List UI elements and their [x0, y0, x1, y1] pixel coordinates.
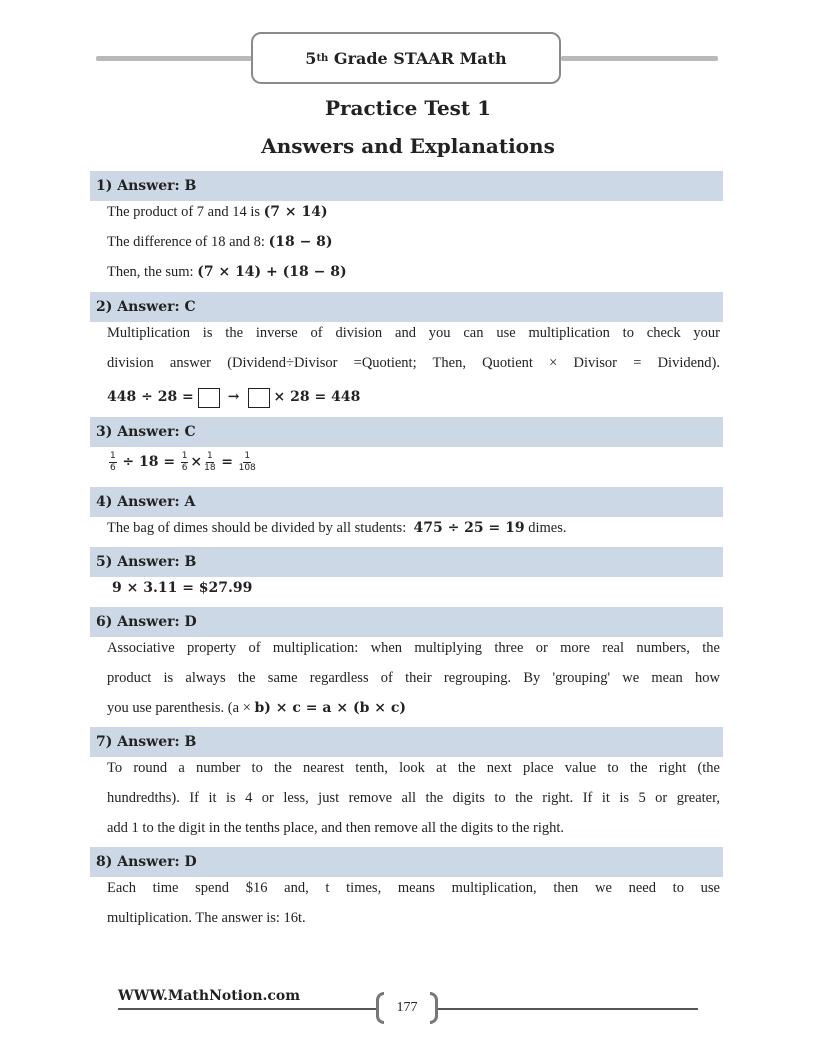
- q6-l3-math: b) × c = a × (b × c): [254, 700, 406, 716]
- header-text: Grade STAAR Math: [328, 48, 507, 68]
- q7-line-1: To round a number to the nearest tenth, look at the next place value to the right (the: [107, 760, 720, 776]
- answer-header-8: 8) Answer: D: [90, 847, 723, 877]
- header-rule-left: [96, 56, 252, 61]
- footer-rule-left: [118, 1008, 378, 1010]
- q3-line-1: [107, 447, 720, 477]
- right-bracket-icon: [430, 992, 438, 1024]
- answer-header-1: 1) Answer: B: [90, 171, 723, 201]
- fraction-2: $\frac{1}{6}$: [181, 451, 188, 474]
- q2-line-2: division answer (Dividend÷Divisor =Quotient; Then, Quotient × Divisor = Dividend).: [107, 355, 720, 371]
- q3-op: ÷ 18 =: [122, 454, 176, 470]
- q2-line-1: Multiplication is the inverse of division and you can use multiplication to check your: [107, 325, 720, 341]
- q3-times: ×: [190, 454, 203, 470]
- q1-l1-text: The product of 7 and 14 is: [107, 204, 264, 220]
- footer-rule-right: [438, 1008, 698, 1010]
- q4-math: 475 ÷ 25 = 19: [413, 520, 525, 536]
- q2-arrow: →: [227, 389, 240, 405]
- q4-line-1: [107, 513, 720, 543]
- header-box: [251, 32, 561, 84]
- answer-header-4: 4) Answer: A: [90, 487, 723, 517]
- answer-box-2: [248, 388, 270, 408]
- q2-math-left: 448 ÷ 28 =: [107, 389, 194, 405]
- q8-line-2: multiplication. The answer is: 16t.: [107, 910, 306, 926]
- header-grade-sup: th: [316, 52, 329, 64]
- q1-line-2: [107, 227, 720, 257]
- q6-line-1: Associative property of multiplication: when multiplying three or more real numbers, the: [107, 640, 720, 656]
- q8-line-1: Each time spend $16 and, t times, means multiplication, then we need to use: [107, 880, 720, 896]
- fraction-3: $\frac{1}{18}$: [204, 451, 216, 474]
- q1-l2-math: (18 − 8): [268, 234, 333, 250]
- left-bracket-icon: [376, 992, 384, 1024]
- q3-eq: =: [221, 454, 233, 470]
- q5-math: 9 × 3.11 = $27.99: [112, 580, 253, 596]
- q1-l1-math: (7 × 14): [263, 204, 328, 220]
- page-number: [376, 992, 438, 1026]
- page-subtitle: Answers and Explanations: [261, 134, 555, 158]
- q7-line-2: hundredths). If it is 4 or less, just remove all the digits to the right. If it is 5 or greater,: [107, 790, 720, 806]
- page-number-text: 177: [396, 1000, 418, 1015]
- answer-box-1: [198, 388, 220, 408]
- q6-line-3: [107, 693, 720, 723]
- answer-header-3: 3) Answer: C: [90, 417, 723, 447]
- page-title: Practice Test 1: [324, 96, 492, 120]
- answer-header-6: 6) Answer: D: [90, 607, 723, 637]
- q4-text: The bag of dimes should be divided by all students:: [107, 520, 414, 536]
- answer-header-2: 2) Answer: C: [90, 292, 723, 322]
- header-rule-right: [561, 56, 718, 61]
- q1-line-1: [107, 197, 720, 227]
- q5-line-1: [112, 573, 725, 603]
- q1-l3-text: Then, the sum:: [107, 264, 198, 280]
- fraction-1: $\frac{1}{6}$: [110, 451, 116, 474]
- footer-website: WWW.MathNotion.com: [118, 988, 301, 1004]
- answer-header-5: 5) Answer: B: [90, 547, 723, 577]
- q2-math-right: × 28 = 448: [273, 389, 361, 405]
- header-grade-num: 5: [305, 48, 317, 68]
- q1-line-3: [107, 257, 720, 287]
- q6-line-2: product is always the same regardless of their regrouping. By 'grouping' we mean how: [107, 670, 720, 686]
- q1-l3-math: (7 × 14) + (18 − 8): [197, 264, 347, 280]
- fraction-4: $\frac{1}{108}$: [238, 451, 256, 474]
- answer-header-7: 7) Answer: B: [90, 727, 723, 757]
- q7-line-3: add 1 to the digit in the tenths place, and then remove all the digits to the right.: [107, 820, 565, 836]
- q4-tail: dimes.: [524, 520, 567, 536]
- q1-l2-text: The difference of 18 and 8:: [107, 234, 269, 250]
- q6-l3-text: you use parenthesis. (a ×: [107, 700, 255, 716]
- q2-line-3: [107, 382, 720, 412]
